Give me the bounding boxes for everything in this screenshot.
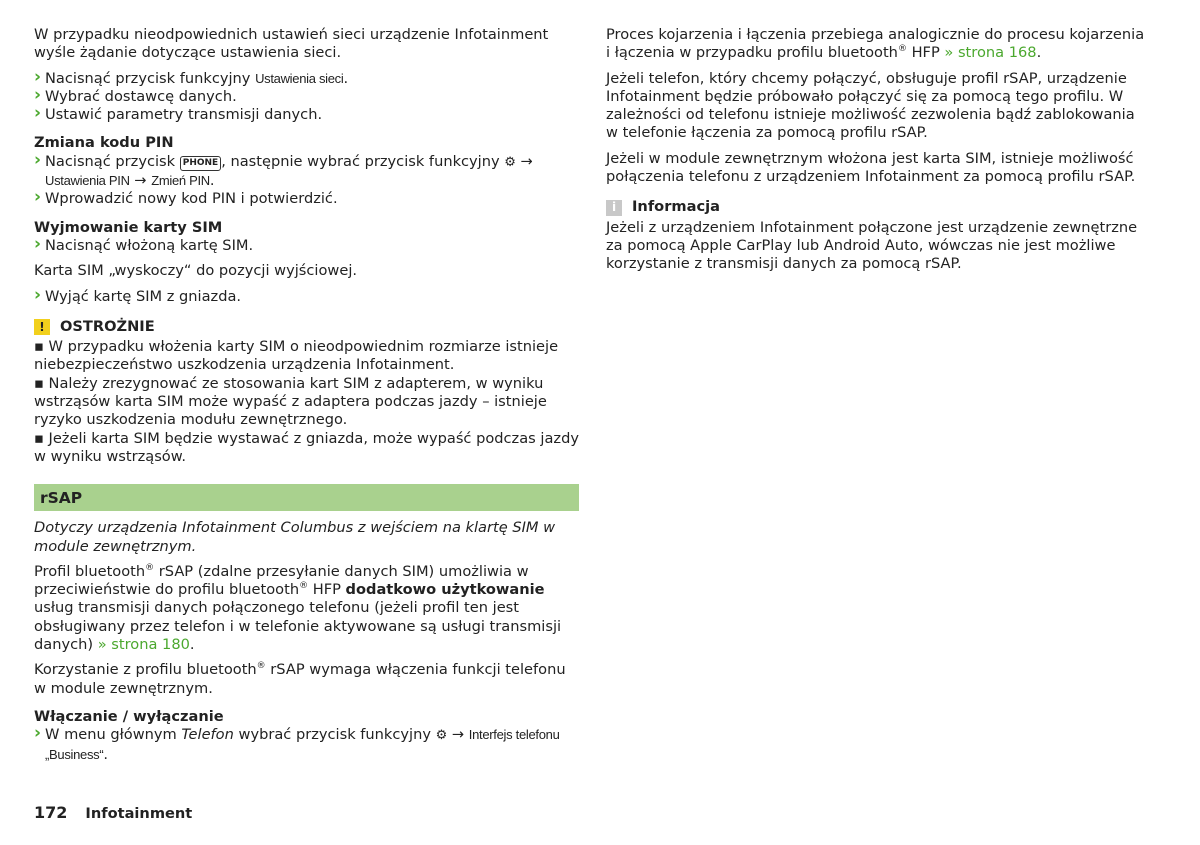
italic-text: Telefon <box>181 726 234 744</box>
onoff-steps <box>34 726 579 764</box>
sim-steps <box>34 237 579 255</box>
info-text: Jeżeli z urządzeniem Infotainment połączone jest urządzenie zewnętrzne za pomocą Apple CarPlay lub Android Auto, wówczas nie jest możliwe korzystanie z transmisji danych za pomocą rSAP. <box>606 218 1138 273</box>
gear-icon: ⚙ <box>435 728 448 744</box>
menu-label: Zmień PIN <box>151 173 210 189</box>
pin-heading: Zmiana kodu PIN <box>34 134 174 152</box>
text-run: rSAP (zdalne przesyłanie danych SIM) umożliwia w przeciwieństwie do profilu bluetooth <box>34 562 529 599</box>
step-text: W menu głównym <box>45 726 182 744</box>
sim-text: Karta SIM „wyskoczy“ do pozycji wyjściowej. <box>34 262 358 280</box>
registered-mark: ® <box>299 581 309 592</box>
sim-heading: Wyjmowanie karty SIM <box>34 218 223 236</box>
right-paragraph-2: Jeżeli telefon, który chcemy połączyć, obsługuje profil rSAP, urządzenie Infotainment będzie próbowało połączyć się za pomocą tego profilu. W zależności od telefonu istnieje możliwość zezwolenia bądź zablokowania w telefonie łączenia za pomocą profilu rSAP. <box>606 69 1135 142</box>
footer-section: Infotainment <box>85 805 193 822</box>
info-body <box>606 219 1151 274</box>
step-item <box>34 70 579 88</box>
network-steps <box>34 70 579 125</box>
info-title: Informacja <box>632 198 720 216</box>
registered-mark: ® <box>256 661 266 672</box>
page-link[interactable]: » strona 180 <box>97 636 190 654</box>
text-run: HFP <box>906 44 945 62</box>
page-number: 172 <box>34 803 68 822</box>
step-text: Nacisnąć przycisk <box>45 152 180 170</box>
step-end: . <box>209 172 215 190</box>
section-title-bar <box>34 484 579 511</box>
rsap-paragraph-2 <box>34 661 579 698</box>
step-item <box>34 726 579 764</box>
text-run: . <box>1036 44 1042 62</box>
arrow-text: → <box>515 152 533 170</box>
step-text: wybrać przycisk funkcyjny <box>233 726 436 744</box>
info-icon: i <box>606 200 622 216</box>
rsap-paragraph-1 <box>34 563 579 654</box>
gear-icon: ⚙ <box>504 154 516 170</box>
phone-key-icon: PHONE <box>180 156 221 171</box>
page-footer <box>34 803 192 822</box>
page-link[interactable]: » strona 168 <box>944 44 1037 62</box>
step-text: , następnie wybrać przycisk funkcyjny <box>221 152 505 170</box>
menu-label: Ustawienia sieci <box>255 70 344 86</box>
warning-item: ▪ Należy zrezygnować ze stosowania kart SIM z adapterem, w wyniku wstrząsów karta SIM może wypaść z adaptera podczas jazdy – istnieje ryzyko uszkodzenia modułu zewnętrznego. <box>34 374 547 429</box>
registered-mark: ® <box>897 44 907 55</box>
applies-text: Dotyczy urządzenia Infotainment Columbus z wejściem na klartę SIM w module zewnętrznym. <box>34 519 556 555</box>
right-paragraph-1 <box>606 26 1151 63</box>
menu-label: Interfejs telefonu „Business“ <box>45 727 560 762</box>
text-run: HFP <box>308 581 346 599</box>
right-column <box>606 26 1151 274</box>
step-item <box>34 106 579 124</box>
warning-body <box>34 338 579 466</box>
menu-label: Ustawienia PIN <box>45 173 130 189</box>
text-run: rSAP wymaga włączenia funkcji telefonu w module zewnętrznym. <box>34 661 566 697</box>
step-item <box>34 190 579 208</box>
onoff-heading: Włączanie / wyłączanie <box>34 707 224 725</box>
info-header <box>606 198 1151 216</box>
warning-item: ▪ W przypadku włożenia karty SIM o nieodpowiednim rozmiarze istnieje niebezpieczeństwo uszkodzenia urządzenia Infotainment. <box>34 338 559 374</box>
step-text: Wprowadzić nowy kod PIN i potwierdzić. <box>45 190 338 208</box>
text-run: . <box>189 636 195 654</box>
arrow-text: → <box>129 172 152 190</box>
step-item <box>34 88 579 106</box>
step-text: Wyjąć kartę SIM z gniazda. <box>45 287 242 305</box>
left-column <box>34 26 579 771</box>
text-run: usług transmisji danych połączonego telefonu (jeżeli profil ten jest obsługiwany przez telefon i w telefonie aktywowane są usługi transmisji danych) <box>34 599 562 654</box>
warning-header <box>34 318 579 336</box>
bold-text: dodatkowo użytkowanie <box>345 581 545 599</box>
text-run: Profil bluetooth <box>34 562 146 580</box>
right-paragraph-3: Jeżeli w module zewnętrznym włożona jest karta SIM, istnieje możliwość połączenia telefonu z urządzeniem Infotainment za pomocą profilu rSAP. <box>606 149 1136 186</box>
step-item <box>34 237 579 255</box>
section-title: rSAP <box>40 488 83 507</box>
text-run: Korzystanie z profilu bluetooth <box>34 661 257 679</box>
step-end: . <box>103 745 109 763</box>
step-end: . <box>343 69 349 87</box>
text-run: Proces kojarzenia i łączenia przebiega analogicznie do procesu kojarzenia i łączenia w przypadku profilu bluetooth <box>606 26 1145 62</box>
step-item <box>34 288 579 306</box>
arrow-text: → <box>447 726 469 744</box>
step-text: Nacisnąć przycisk funkcyjny <box>45 69 256 87</box>
intro-text: W przypadku nieodpowiednich ustawień sieci urządzenie Infotainment wyśle żądanie dotyczące ustawienia sieci. <box>34 26 549 62</box>
sim-steps-2 <box>34 288 579 306</box>
step-text: Wybrać dostawcę danych. <box>45 87 237 105</box>
step-item <box>34 153 579 191</box>
warning-item: ▪ Jeżeli karta SIM będzie wystawać z gniazda, może wypaść podczas jazdy w wyniku wstrząsów. <box>34 429 579 465</box>
warning-title: OSTROŻNIE <box>60 317 155 335</box>
registered-mark: ® <box>145 562 155 573</box>
pin-steps <box>34 153 579 209</box>
step-text: Ustawić parametry transmisji danych. <box>45 106 323 124</box>
warning-icon: ! <box>34 319 50 335</box>
step-text: Nacisnąć włożoną kartę SIM. <box>45 236 254 254</box>
